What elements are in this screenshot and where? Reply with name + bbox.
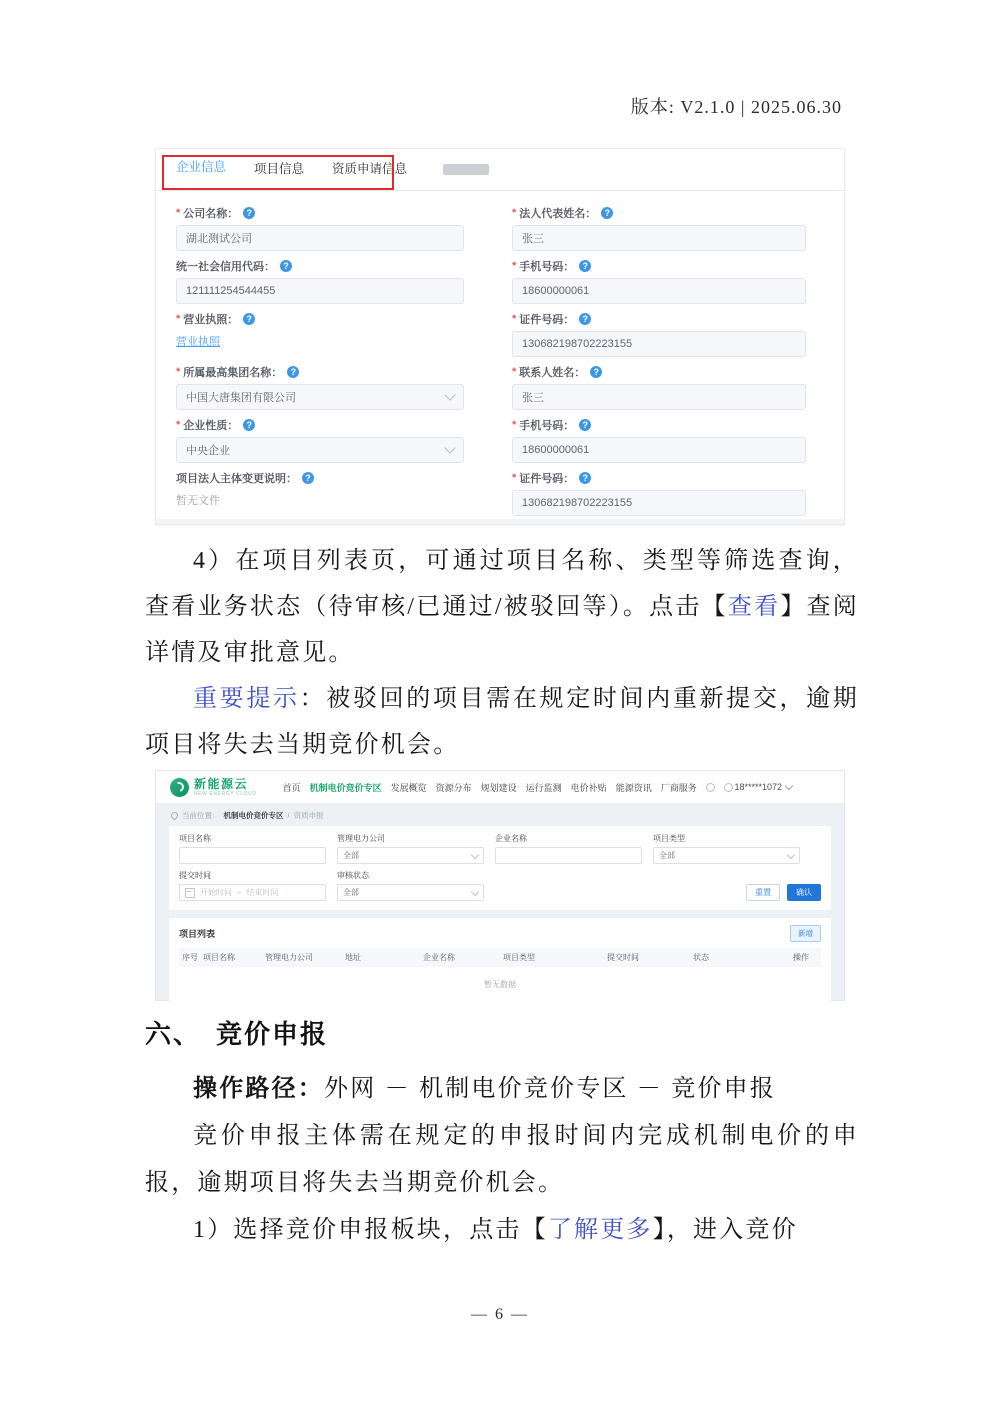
search-icon[interactable]	[706, 783, 715, 792]
required-mark: *	[176, 313, 181, 325]
help-icon[interactable]: ?	[302, 472, 314, 484]
legal-rep-id-field	[512, 311, 806, 364]
required-mark: *	[512, 419, 517, 431]
project-type-filter: 项目类型 全部	[653, 833, 800, 864]
portal-header	[156, 771, 844, 803]
form-left-column	[176, 205, 464, 523]
nav-planning-construction[interactable]: 规划建设	[480, 782, 517, 793]
nav-mechanism-price-zone[interactable]: 机制电价竞价专区	[309, 782, 382, 793]
credit-code-field	[176, 258, 464, 311]
tab-project-info[interactable]: 项目信息	[254, 162, 305, 176]
portal-screenshot	[155, 770, 845, 1001]
tab-qualification-info[interactable]: 资质申请信息	[332, 162, 408, 176]
group-name-field	[176, 364, 464, 417]
view-button-ref: 查看	[727, 594, 781, 620]
required-mark: *	[512, 366, 517, 378]
logo-subtitle: NEW ENERGY CLOUD	[194, 790, 257, 797]
date-start-placeholder: 开始时间	[200, 888, 232, 897]
chevron-down-icon	[444, 389, 455, 400]
field-label: 手机号码：	[519, 420, 575, 432]
required-mark: *	[512, 313, 517, 325]
nav-vendor-services[interactable]: 厂商服务	[660, 782, 697, 793]
project-list-title: 项目列表	[179, 929, 216, 939]
field-label: 联系人姓名：	[519, 367, 586, 379]
help-icon[interactable]: ?	[590, 366, 602, 378]
user-account-menu[interactable]	[734, 782, 792, 792]
para-project-list: 4）在项目列表页，可通过项目名称、类型等筛选查询，查看业务状态（待审核/已通过/被驳回等）。点击【查看】查阅详情及审批意见。	[145, 548, 859, 666]
help-icon[interactable]: ?	[579, 313, 591, 325]
field-label: 证件号码：	[519, 314, 575, 326]
operation-path-label: 操作路径：	[193, 1076, 324, 1102]
power-company-filter: 管理电力公司 全部	[337, 833, 484, 864]
help-icon[interactable]: ?	[287, 366, 299, 378]
message-icon[interactable]	[724, 783, 733, 792]
help-icon[interactable]: ?	[243, 313, 255, 325]
contact-id-input[interactable]	[512, 490, 806, 516]
required-mark: *	[512, 207, 517, 219]
field-label: 证件号码：	[519, 473, 575, 485]
field-label: 统一社会信用代码：	[176, 261, 275, 273]
logo-name: 新能源云	[194, 776, 249, 791]
table-header-row	[179, 948, 821, 967]
doc-paragraphs-b	[145, 1066, 859, 1254]
legal-entity-change-field	[176, 470, 464, 523]
learn-more-button-ref: 了解更多	[547, 1217, 653, 1243]
business-license-link[interactable]: 营业执照	[176, 336, 220, 348]
audit-status-filter-select[interactable]: 全部	[337, 884, 484, 901]
chevron-down-icon	[444, 442, 455, 453]
required-mark: *	[176, 366, 181, 378]
chevron-down-icon	[785, 782, 793, 790]
contact-phone-field	[512, 417, 806, 470]
legal-rep-name-field	[512, 205, 806, 258]
enterprise-name-filter: 企业名称	[495, 833, 642, 864]
help-icon[interactable]: ?	[579, 419, 591, 431]
required-mark: *	[512, 260, 517, 272]
required-mark: *	[176, 419, 181, 431]
calendar-icon	[185, 888, 195, 898]
chevron-down-icon	[471, 887, 479, 895]
field-label: 营业执照：	[183, 314, 239, 326]
help-icon[interactable]: ?	[243, 207, 255, 219]
company-name-input[interactable]	[176, 225, 464, 251]
empty-table-placeholder: 暂无数据	[484, 980, 516, 989]
nav-energy-news[interactable]: 能源资讯	[615, 782, 652, 793]
project-name-filter-input[interactable]	[179, 847, 326, 864]
para-important-notice: 重要提示：被驳回的项目需在规定时间内重新提交，逾期项目将失去当期竞价机会。	[145, 686, 859, 758]
nav-operation-monitoring[interactable]: 运行监测	[525, 782, 562, 793]
power-company-filter-select[interactable]: 全部	[337, 847, 484, 864]
nav-development-overview[interactable]: 发展概览	[390, 782, 427, 793]
user-phone: 18*****1072	[734, 782, 782, 792]
version-header: 版本: V2.1.0 | 2025.06.30	[630, 97, 842, 117]
submit-time-filter: 提交时间 开始时间 – 结束时间	[179, 870, 326, 901]
field-label: 手机号码：	[519, 261, 575, 273]
help-icon[interactable]: ?	[280, 260, 292, 272]
field-label: 项目法人主体变更说明：	[176, 473, 297, 485]
nav-resource-distribution[interactable]: 资源分布	[435, 782, 472, 793]
help-icon[interactable]: ?	[601, 207, 613, 219]
reset-button[interactable]: 重置	[746, 884, 780, 901]
field-label: 所属最高集团名称：	[183, 367, 283, 379]
company-name-field	[176, 205, 464, 258]
col-status: 状态	[693, 953, 709, 962]
location-pin-icon	[170, 810, 180, 820]
field-label: 公司名称：	[183, 208, 239, 220]
col-project-type: 项目类型	[503, 953, 535, 962]
col-actions: 操作	[793, 953, 809, 962]
help-icon[interactable]: ?	[579, 260, 591, 272]
new-energy-cloud-logo-icon	[170, 778, 189, 797]
help-icon[interactable]: ?	[243, 419, 255, 431]
contact-phone-input[interactable]	[512, 437, 806, 463]
enterprise-nature-field	[176, 417, 464, 470]
redacted-tab	[443, 164, 489, 175]
col-enterprise-name: 企业名称	[423, 953, 455, 962]
breadcrumb-current: 资质申报	[293, 810, 324, 820]
tab-enterprise-info[interactable]: 企业信息	[176, 148, 226, 190]
submit-time-range-picker[interactable]: 开始时间 – 结束时间	[179, 884, 326, 901]
enterprise-name-filter-input[interactable]	[495, 847, 642, 864]
logo-text	[194, 778, 257, 797]
chevron-down-icon	[787, 850, 795, 858]
chevron-down-icon	[471, 850, 479, 858]
field-label: 法人代表姓名：	[519, 208, 597, 220]
date-end-placeholder: 结束时间	[246, 888, 279, 897]
doc-paragraphs-a	[145, 538, 859, 768]
breadcrumb: 当前位置： 机制电价竞价专区 / 资质申报	[156, 806, 844, 824]
important-notice-label: 重要提示	[193, 686, 300, 712]
page-number: — 6 —	[471, 1306, 529, 1323]
enterprise-form-screenshot	[155, 148, 845, 525]
group-name-select[interactable]: 中国大唐集团有限公司	[176, 384, 464, 410]
required-mark: *	[176, 207, 181, 219]
add-button[interactable]: 新增	[790, 925, 821, 942]
project-name-filter: 项目名称	[179, 833, 326, 864]
enterprise-nature-select[interactable]: 中央企业	[176, 437, 464, 463]
col-address: 地址	[345, 953, 361, 962]
contact-id-field	[512, 470, 806, 523]
credit-code-input[interactable]	[176, 278, 464, 304]
help-icon[interactable]: ?	[579, 472, 591, 484]
legal-rep-id-input[interactable]	[512, 331, 806, 357]
form-tabbar	[156, 149, 844, 191]
field-label: 企业性质：	[183, 420, 239, 432]
project-type-filter-select[interactable]: 全部	[653, 847, 800, 864]
required-mark: *	[512, 472, 517, 484]
project-list-panel	[169, 918, 831, 1004]
para-operation-path: 操作路径：外网 － 机制电价竞价专区 － 竞价申报	[193, 1076, 776, 1102]
section-heading-bidding: 六、 竞价申报	[145, 1020, 329, 1049]
contact-name-input[interactable]	[512, 384, 806, 410]
legal-rep-phone-input[interactable]	[512, 278, 806, 304]
portal-nav	[283, 781, 733, 794]
col-power-company: 管理电力公司	[265, 953, 313, 962]
breadcrumb-section[interactable]: 机制电价竞价专区	[223, 810, 284, 820]
business-license-field	[176, 311, 464, 364]
filter-panel	[169, 826, 831, 910]
audit-status-filter: 审核状态 全部	[337, 870, 484, 901]
col-seq: 序号	[182, 953, 198, 962]
form-right-column	[512, 205, 806, 523]
nav-price-subsidy[interactable]: 电价补贴	[570, 782, 607, 793]
no-file-text: 暂无文件	[176, 495, 220, 507]
para-step1: 1）选择竞价申报板块，点击【了解更多】，进入竞价	[193, 1217, 798, 1243]
nav-home[interactable]: 首页	[282, 782, 301, 793]
confirm-button[interactable]: 确认	[787, 884, 821, 901]
screenshot-bottom-strip	[156, 519, 844, 524]
para-deadline: 竞价申报主体需在规定的申报时间内完成机制电价的申报，逾期项目将失去当期竞价机会。	[145, 1123, 859, 1196]
col-submit-time: 提交时间	[607, 953, 639, 962]
col-project-name: 项目名称	[203, 953, 235, 962]
legal-rep-phone-field	[512, 258, 806, 311]
contact-name-field	[512, 364, 806, 417]
legal-rep-name-input[interactable]	[512, 225, 806, 251]
